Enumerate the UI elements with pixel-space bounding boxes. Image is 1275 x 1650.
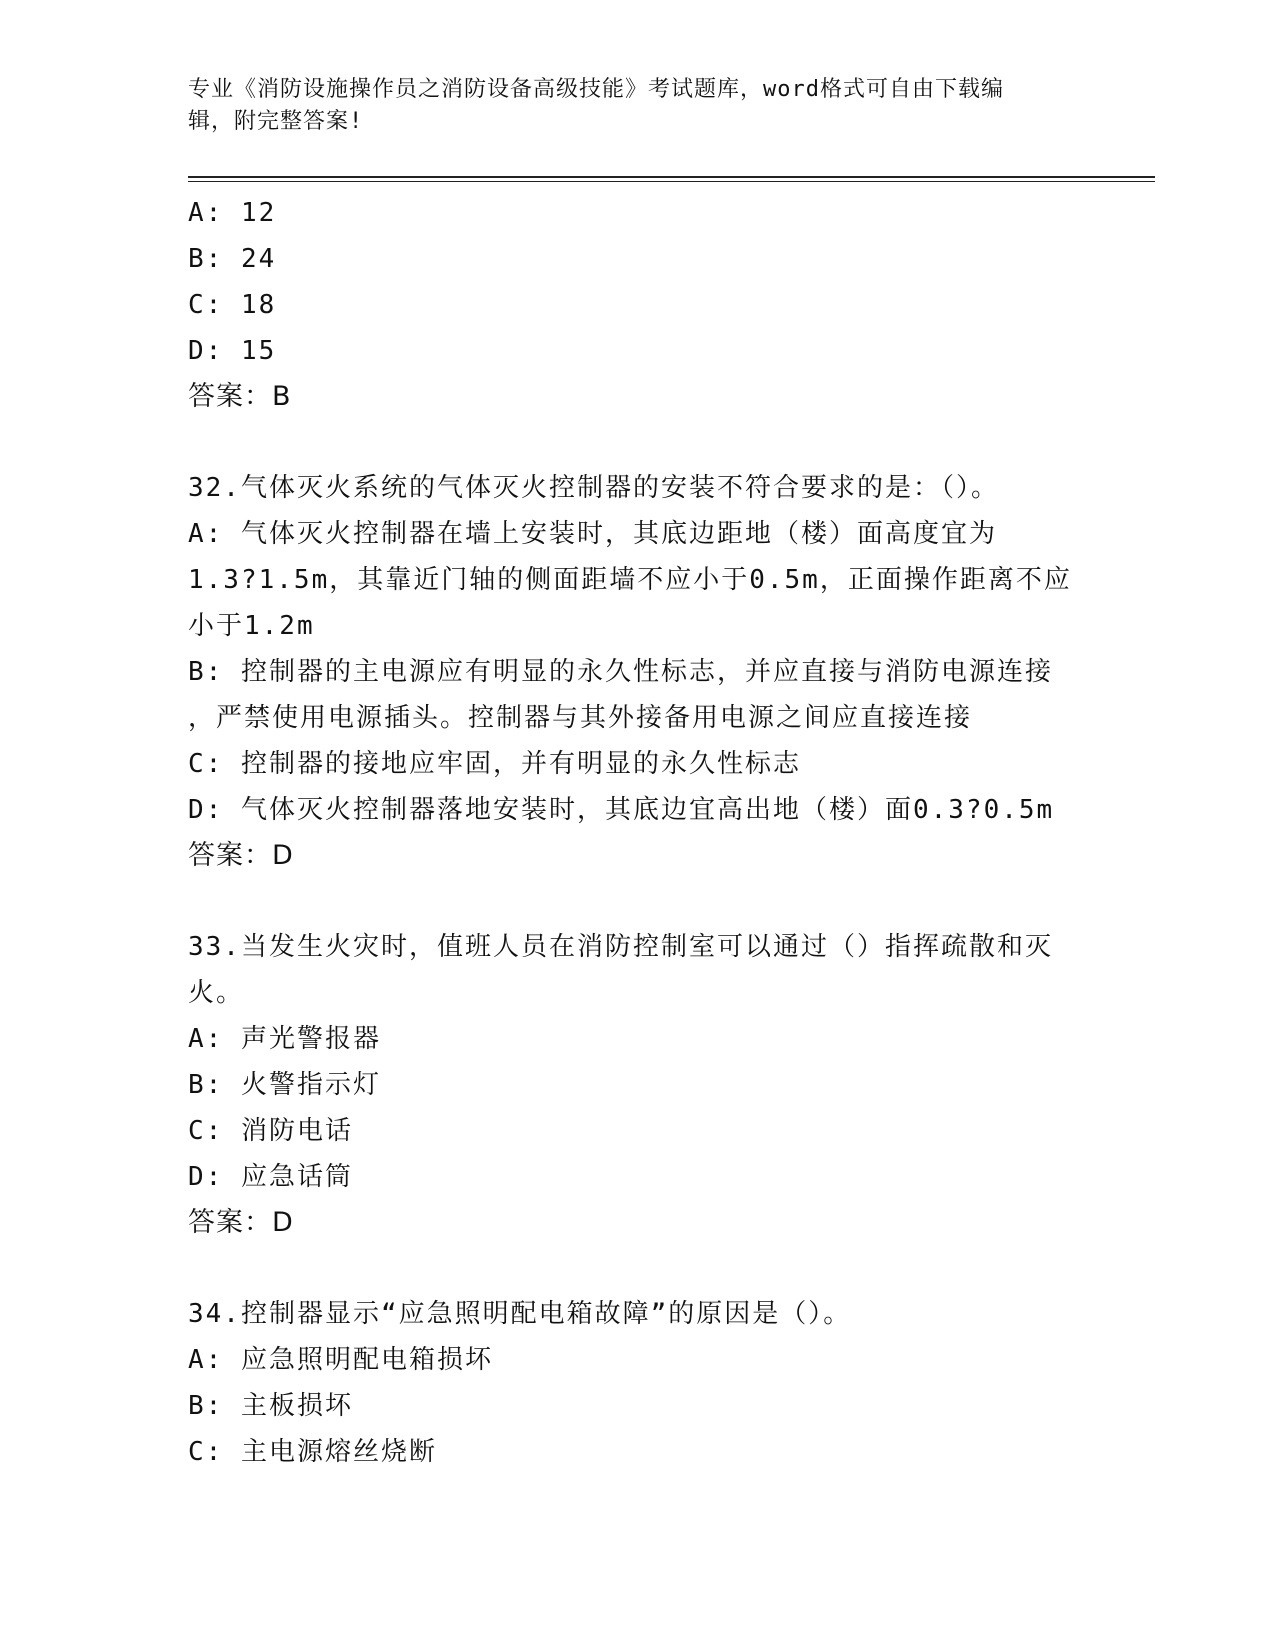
- option-a-line-1: A: 气体灭火控制器在墙上安装时，其底边距地（楼）面高度宜为: [188, 519, 997, 549]
- document-header: [188, 74, 1088, 138]
- option-b: B: 主板损坏: [188, 1391, 353, 1421]
- option-c: C: 18: [188, 290, 277, 320]
- option-a: A: 应急照明配电箱损坏: [188, 1345, 493, 1375]
- answer-label: 答案：D: [188, 1207, 294, 1238]
- question-33: [188, 924, 1088, 1246]
- option-a-line-2: 1.3?1.5m，其靠近门轴的侧面距墙不应小于0.5m，正面操作距离不应: [188, 565, 1072, 595]
- option-a: A: 声光警报器: [188, 1024, 381, 1054]
- header-divider-thin: [188, 181, 1155, 182]
- option-b-line-2: ，严禁使用电源插头。控制器与其外接备用电源之间应直接连接: [188, 703, 973, 733]
- option-a-line-3: 小于1.2m: [188, 611, 315, 641]
- question-text: 32.气体灭火系统的气体灭火控制器的安装不符合要求的是：（）。: [188, 473, 999, 503]
- option-a: A: 12: [188, 198, 277, 228]
- option-b: B: 24: [188, 244, 277, 274]
- option-d: D: 气体灭火控制器落地安装时，其底边宜高出地（楼）面0.3?0.5m: [188, 795, 1055, 825]
- question-list: [188, 190, 1088, 1475]
- question-text-line-1: 33.当发生火灾时，值班人员在消防控制室可以通过（）指挥疏散和灭: [188, 932, 1053, 962]
- header-line-2: 辑，附完整答案!: [188, 109, 364, 134]
- question-32: [188, 465, 1088, 879]
- option-b-line-1: B: 控制器的主电源应有明显的永久性标志，并应直接与消防电源连接: [188, 657, 1053, 687]
- option-c: C: 控制器的接地应牢固，并有明显的永久性标志: [188, 749, 801, 779]
- answer-label: 答案：B: [188, 381, 292, 412]
- option-c: C: 消防电话: [188, 1116, 353, 1146]
- question-text: 34.控制器显示“应急照明配电箱故障”的原因是（）。: [188, 1299, 852, 1329]
- option-d: D: 应急话筒: [188, 1162, 353, 1192]
- question-31: [188, 190, 1088, 420]
- header-divider-thick: [188, 176, 1155, 178]
- option-c: C: 主电源熔丝烧断: [188, 1437, 437, 1467]
- question-34: [188, 1291, 1088, 1475]
- option-d: D: 15: [188, 336, 277, 366]
- question-text-line-2: 火。: [188, 978, 245, 1008]
- header-line-1: 专业《消防设施操作员之消防设备高级技能》考试题库，word格式可自由下载编: [188, 77, 1004, 102]
- answer-label: 答案：D: [188, 840, 294, 871]
- option-b: B: 火警指示灯: [188, 1070, 381, 1100]
